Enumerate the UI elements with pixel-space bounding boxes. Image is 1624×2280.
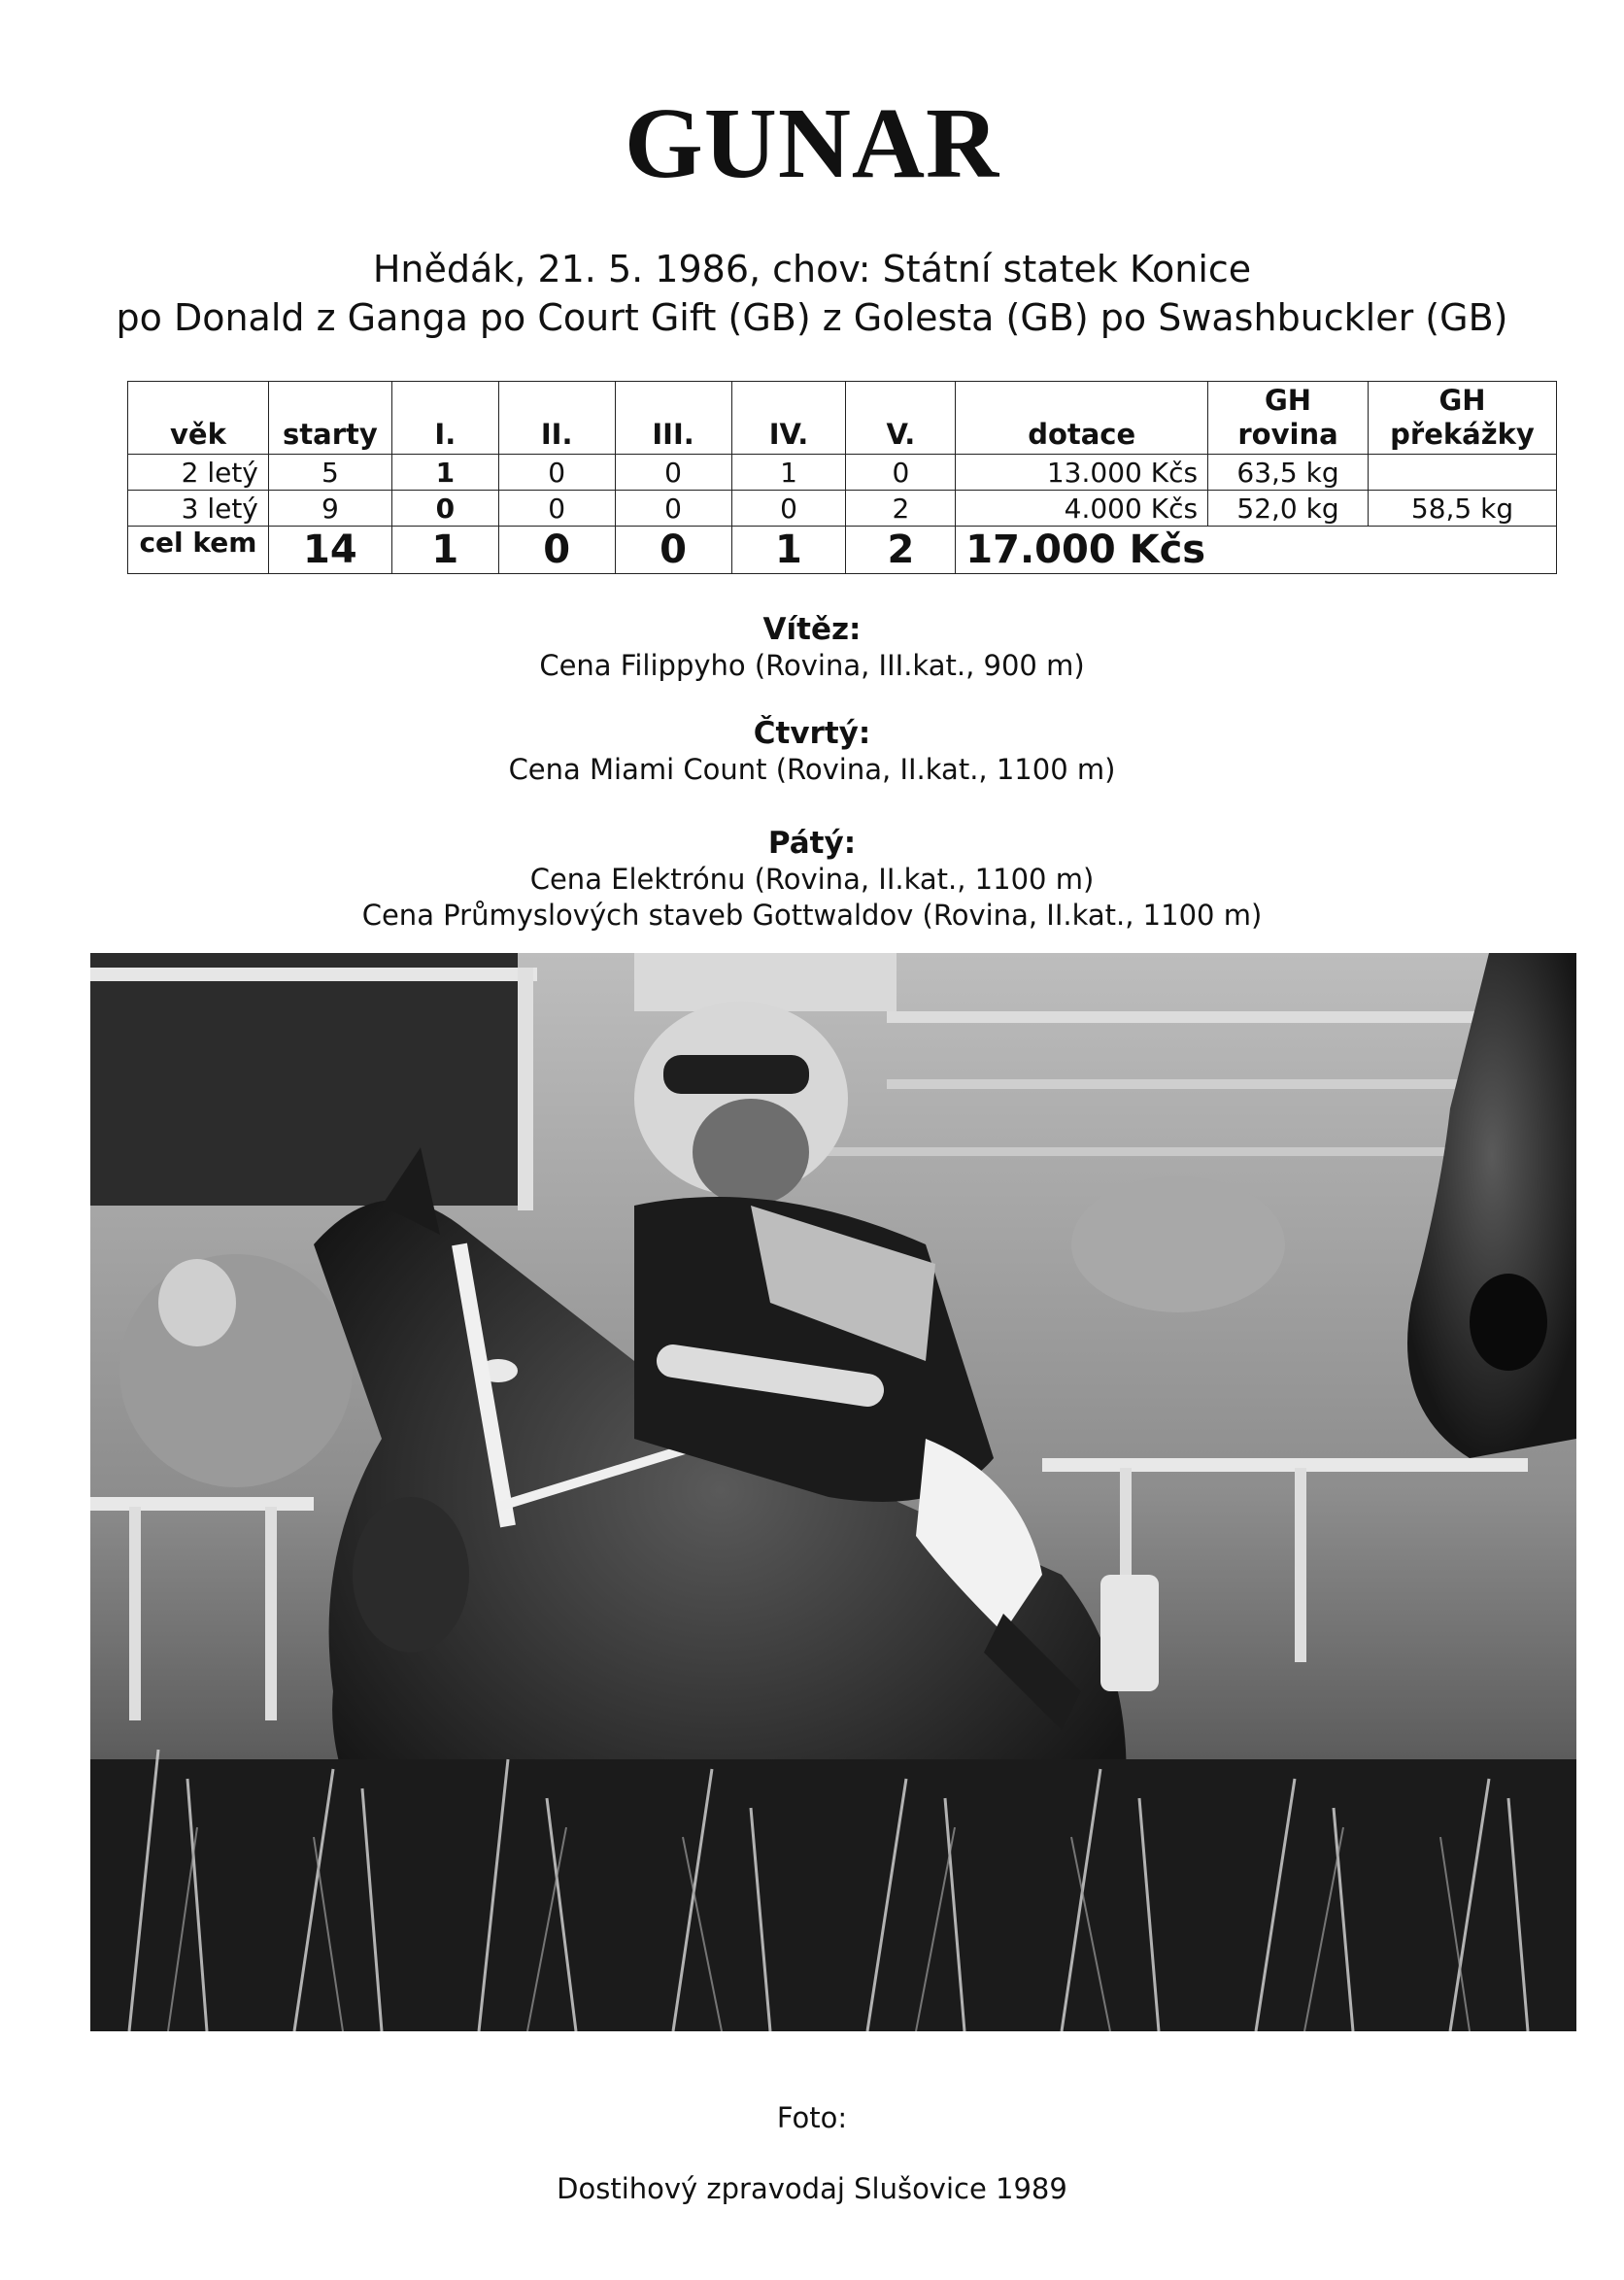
cell-starts: 9 bbox=[268, 491, 391, 527]
header-gh-jump bbox=[1368, 382, 1556, 455]
fifth-place-section bbox=[0, 825, 1624, 934]
header-gh-jump-line2: překážky bbox=[1390, 418, 1535, 451]
winner-heading: Vítěz: bbox=[762, 612, 862, 647]
header-gh-flat bbox=[1208, 382, 1369, 455]
race-statistics-table bbox=[127, 381, 1557, 574]
cell-first: 0 bbox=[391, 491, 498, 527]
cell-first: 1 bbox=[391, 455, 498, 491]
cell-gh-jump bbox=[1368, 455, 1556, 491]
header-second: II. bbox=[498, 382, 615, 455]
cell-third: 0 bbox=[615, 491, 731, 527]
total-first: 1 bbox=[391, 527, 498, 574]
cell-second: 0 bbox=[498, 491, 615, 527]
total-second: 0 bbox=[498, 527, 615, 574]
cell-fifth: 0 bbox=[846, 455, 956, 491]
horse-info-line: Hnědák, 21. 5. 1986, chov: Státní statek Konice bbox=[372, 248, 1252, 290]
header-fifth: V. bbox=[846, 382, 956, 455]
fourth-place-section bbox=[0, 715, 1624, 788]
cell-prize: 13.000 Kčs bbox=[956, 455, 1208, 491]
cell-fifth: 2 bbox=[846, 491, 956, 527]
header-starts: starty bbox=[268, 382, 391, 455]
winner-race: Cena Filippyho (Rovina, III.kat., 900 m) bbox=[539, 649, 1085, 682]
total-third: 0 bbox=[615, 527, 731, 574]
table-row bbox=[128, 455, 1557, 491]
cell-third: 0 bbox=[615, 455, 731, 491]
cell-gh-flat: 63,5 kg bbox=[1208, 455, 1369, 491]
header-gh-flat-line1: GH bbox=[1264, 384, 1312, 417]
fifth-race-1: Cena Elektrónu (Rovina, II.kat., 1100 m) bbox=[529, 863, 1095, 896]
fifth-heading: Pátý: bbox=[767, 826, 857, 861]
header-prize: dotace bbox=[956, 382, 1208, 455]
header-age: věk bbox=[128, 382, 269, 455]
cell-gh-jump: 58,5 kg bbox=[1368, 491, 1556, 527]
fifth-race-2: Cena Průmyslových staveb Gottwaldov (Rovina, II.kat., 1100 m) bbox=[361, 899, 1263, 932]
fourth-heading: Čtvrtý: bbox=[753, 716, 871, 751]
total-fifth: 2 bbox=[846, 527, 956, 574]
horse-name-title: GUNAR bbox=[624, 87, 1000, 199]
pedigree-line: po Donald z Ganga po Court Gift (GB) z Golesta (GB) po Swashbuckler (GB) bbox=[116, 296, 1508, 339]
total-label: cel kem bbox=[128, 527, 269, 574]
cell-age: 2 letý bbox=[128, 455, 269, 491]
winner-section bbox=[0, 611, 1624, 684]
photo-credit: Foto: bbox=[776, 2101, 848, 2134]
table-header-row bbox=[128, 382, 1557, 455]
header-gh-jump-line1: GH bbox=[1438, 384, 1486, 417]
cell-gh-flat: 52,0 kg bbox=[1208, 491, 1369, 527]
cell-fourth: 0 bbox=[731, 491, 846, 527]
cell-starts: 5 bbox=[268, 455, 391, 491]
table-total-row bbox=[128, 527, 1557, 574]
header-third: III. bbox=[615, 382, 731, 455]
source-note: Dostihový zpravodaj Slušovice 1989 bbox=[557, 2172, 1067, 2205]
cell-prize: 4.000 Kčs bbox=[956, 491, 1208, 527]
cell-age: 3 letý bbox=[128, 491, 269, 527]
race-photo bbox=[90, 953, 1576, 2031]
total-fourth: 1 bbox=[731, 527, 846, 574]
table-row bbox=[128, 491, 1557, 527]
header-gh-flat-line2: rovina bbox=[1237, 418, 1338, 451]
header-fourth: IV. bbox=[731, 382, 846, 455]
total-prize: 17.000 Kčs bbox=[956, 527, 1557, 574]
header-first: I. bbox=[391, 382, 498, 455]
fourth-race: Cena Miami Count (Rovina, II.kat., 1100 m) bbox=[508, 753, 1116, 786]
cell-second: 0 bbox=[498, 455, 615, 491]
total-starts: 14 bbox=[268, 527, 391, 574]
cell-fourth: 1 bbox=[731, 455, 846, 491]
